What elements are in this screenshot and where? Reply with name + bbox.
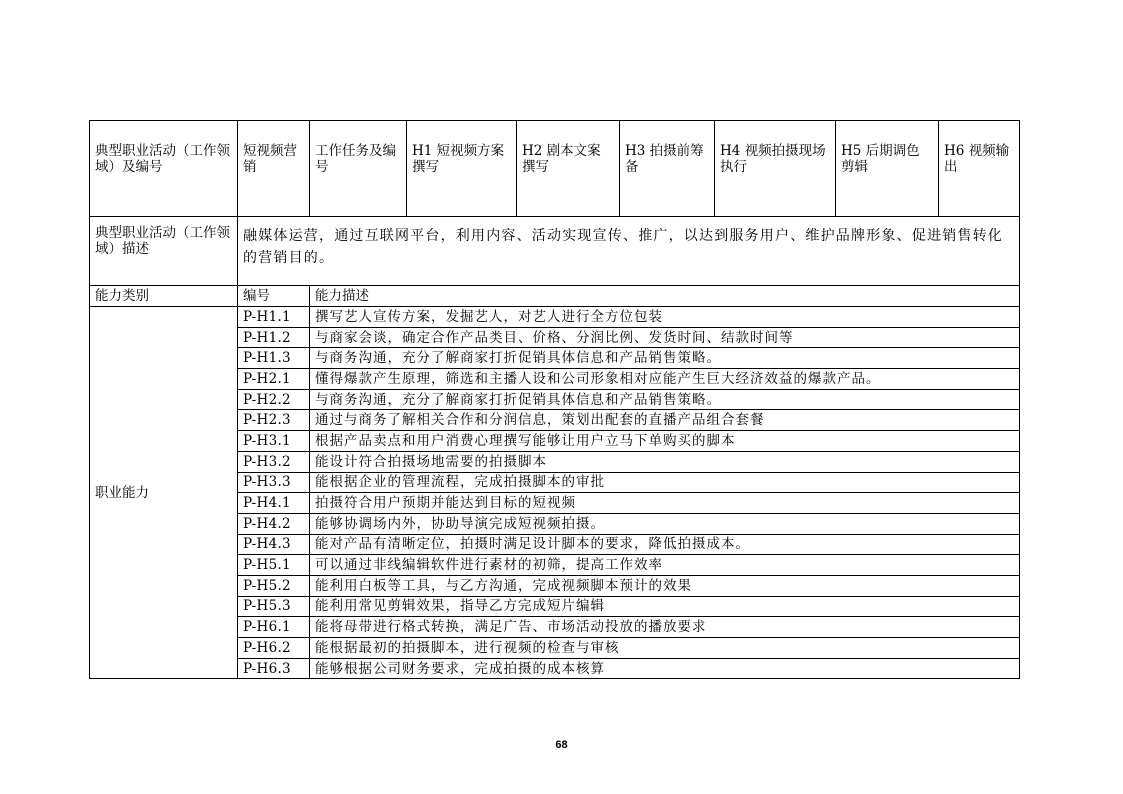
ability-description: 能利用白板等工具，与乙方沟通，完成视频脚本预计的效果 bbox=[310, 575, 1020, 596]
ability-description: 能够协调场内外，协助导演完成短视频拍摄。 bbox=[310, 513, 1020, 534]
ability-description: 能对产品有清晰定位，拍摄时满足设计脚本的要求，降低拍摄成本。 bbox=[310, 534, 1020, 555]
description-text: 融媒体运营，通过互联网平台，利用内容、活动实现宣传、推广，以达到服务用户、维护品牌形象、促进销售转化的营销目的。 bbox=[238, 217, 1020, 286]
ability-code: P-H2.1 bbox=[238, 369, 310, 390]
ability-description: 能设计符合拍摄场地需要的拍摄脚本 bbox=[310, 451, 1020, 472]
ability-description: 能根据最初的拍摄脚本，进行视频的检查与审核 bbox=[310, 638, 1020, 659]
header-activity-label: 典型职业活动（工作领域）及编号 bbox=[90, 121, 238, 217]
ability-description: 能利用常见剪辑效果，指导乙方完成短片编辑 bbox=[310, 596, 1020, 617]
header-activity-name: 短视频营销 bbox=[238, 121, 310, 217]
ability-category-header: 能力类别 bbox=[90, 286, 238, 307]
ability-description-header: 能力描述 bbox=[310, 286, 1020, 307]
ability-description: 与商家会谈，确定合作产品类目、价格、分润比例、发货时间、结款时间等 bbox=[310, 327, 1020, 348]
description-row bbox=[90, 217, 1020, 286]
ability-rows bbox=[90, 307, 1020, 679]
ability-code: P-H6.1 bbox=[238, 617, 310, 638]
ability-description: 可以通过非线编辑软件进行素材的初筛，提高工作效率 bbox=[310, 555, 1020, 576]
ability-code: P-H6.2 bbox=[238, 638, 310, 659]
header-task-label: 工作任务及编号 bbox=[310, 121, 407, 217]
table-row bbox=[90, 307, 1020, 328]
page-number: 68 bbox=[555, 739, 568, 751]
ability-code: P-H3.1 bbox=[238, 431, 310, 452]
ability-header-row bbox=[90, 286, 1020, 307]
ability-code: P-H4.1 bbox=[238, 493, 310, 514]
ability-description: 撰写艺人宣传方案，发掘艺人，对艺人进行全方位包装 bbox=[310, 307, 1020, 328]
header-task-h5: H5 后期调色剪辑 bbox=[836, 121, 939, 217]
header-task-h1: H1 短视频方案撰写 bbox=[407, 121, 517, 217]
ability-code: P-H6.3 bbox=[238, 658, 310, 679]
ability-code: P-H1.3 bbox=[238, 348, 310, 369]
ability-description: 拍摄符合用户预期并能达到目标的短视频 bbox=[310, 493, 1020, 514]
ability-code: P-H5.2 bbox=[238, 575, 310, 596]
ability-description: 根据产品卖点和用户消费心理撰写能够让用户立马下单购买的脚本 bbox=[310, 431, 1020, 452]
competency-table bbox=[89, 120, 1020, 679]
ability-code: P-H5.3 bbox=[238, 596, 310, 617]
ability-description: 与商务沟通，充分了解商家打折促销具体信息和产品销售策略。 bbox=[310, 389, 1020, 410]
header-task-h6: H6 视频输出 bbox=[939, 121, 1020, 217]
ability-code: P-H4.2 bbox=[238, 513, 310, 534]
ability-code: P-H5.1 bbox=[238, 555, 310, 576]
ability-code: P-H3.3 bbox=[238, 472, 310, 493]
header-row bbox=[90, 121, 1020, 217]
ability-description: 与商务沟通，充分了解商家打折促销具体信息和产品销售策略。 bbox=[310, 348, 1020, 369]
ability-code: P-H1.1 bbox=[238, 307, 310, 328]
ability-description: 能根据企业的管理流程，完成拍摄脚本的审批 bbox=[310, 472, 1020, 493]
header-task-h3: H3 拍摄前筹备 bbox=[620, 121, 715, 217]
ability-description: 能够根据公司财务要求，完成拍摄的成本核算 bbox=[310, 658, 1020, 679]
ability-description: 懂得爆款产生原理，筛选和主播人设和公司形象相对应能产生巨大经济效益的爆款产品。 bbox=[310, 369, 1020, 390]
ability-code: P-H2.3 bbox=[238, 410, 310, 431]
ability-code: P-H3.2 bbox=[238, 451, 310, 472]
header-task-h2: H2 剧本文案撰写 bbox=[517, 121, 620, 217]
ability-description: 通过与商务了解相关合作和分润信息，策划出配套的直播产品组合套餐 bbox=[310, 410, 1020, 431]
ability-code: P-H4.3 bbox=[238, 534, 310, 555]
ability-code: P-H2.2 bbox=[238, 389, 310, 410]
description-label: 典型职业活动（工作领域）描述 bbox=[90, 217, 238, 286]
header-task-h4: H4 视频拍摄现场执行 bbox=[715, 121, 836, 217]
ability-description: 能将母带进行格式转换，满足广告、市场活动投放的播放要求 bbox=[310, 617, 1020, 638]
ability-category: 职业能力 bbox=[90, 307, 238, 679]
ability-code: P-H1.2 bbox=[238, 327, 310, 348]
ability-code-header: 编号 bbox=[238, 286, 310, 307]
